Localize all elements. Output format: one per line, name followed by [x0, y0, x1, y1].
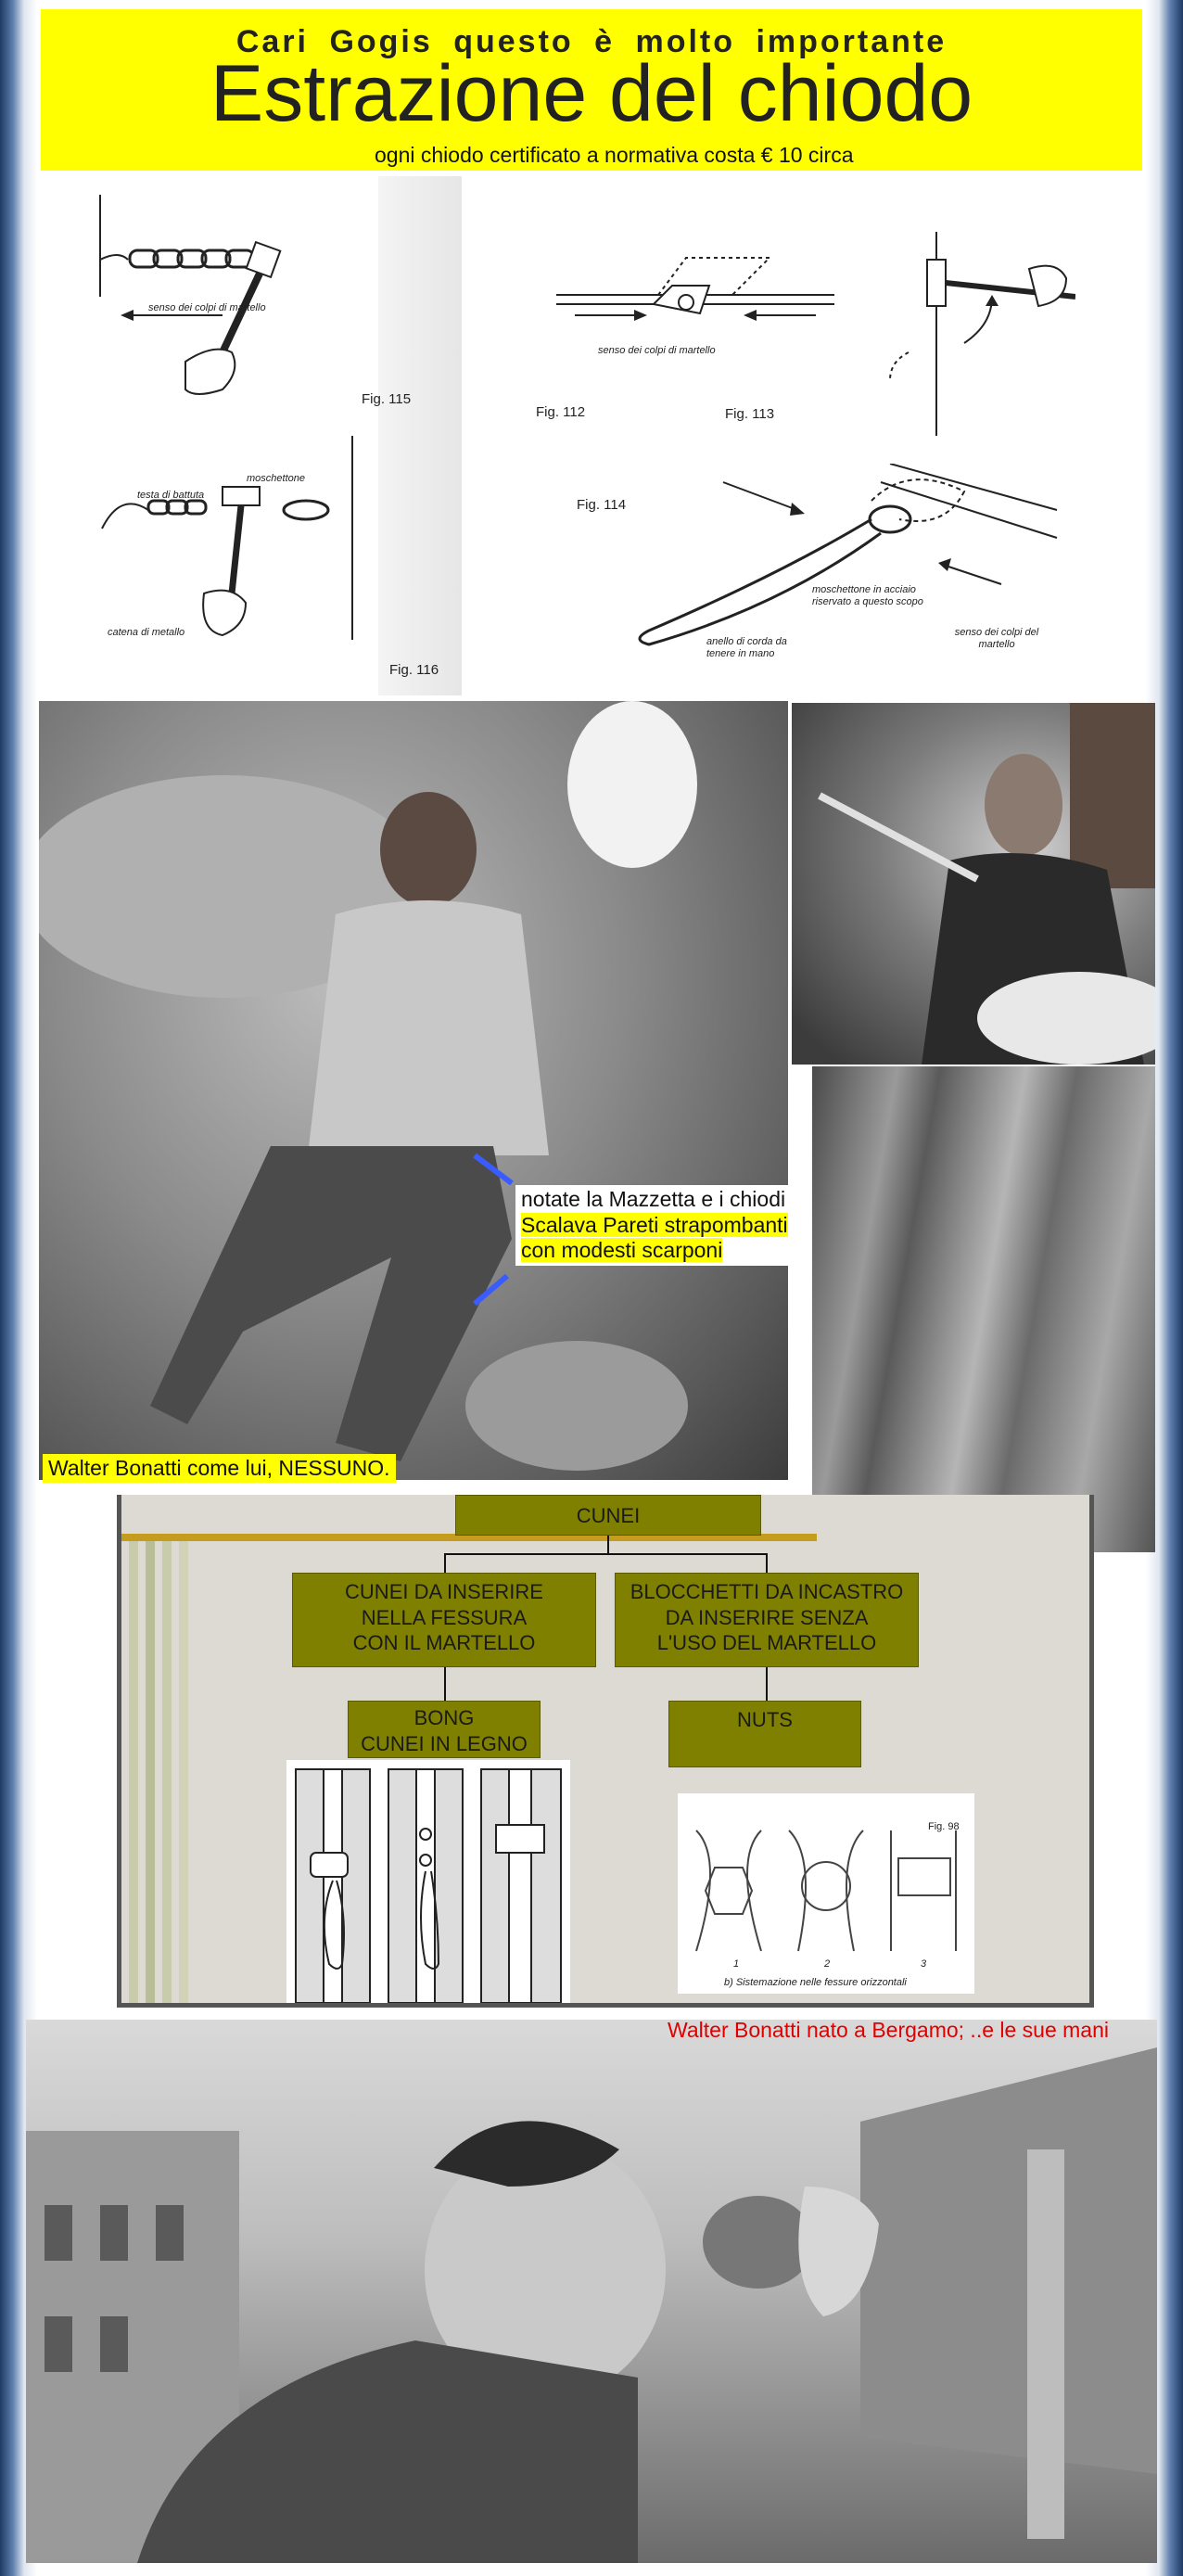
- stripe: [129, 1541, 138, 2003]
- fig-112-label: Fig. 112: [536, 404, 586, 420]
- stripe: [179, 1541, 188, 2003]
- cunei-right-node: [615, 1573, 919, 1667]
- photo-note-line1: notate la Mazzetta e i chiodi: [521, 1187, 786, 1211]
- photo-note-line2: Scalava Pareti strapombanti: [521, 1212, 788, 1237]
- cunei-left-line2: NELLA FESSURA: [361, 1605, 528, 1629]
- rock-wall-photo: [812, 1066, 1155, 1552]
- stripe: [162, 1541, 172, 2003]
- nuts-drawing: [678, 1793, 974, 1994]
- connector-line: [444, 1667, 446, 1701]
- bonatti-camera-photo: [26, 2020, 1157, 2563]
- cunei-diagram: [117, 1495, 1094, 2008]
- photo-note: [515, 1185, 794, 1266]
- bonatti-camera-silhouette: [26, 2020, 1157, 2563]
- cunei-root-node: CUNEI: [455, 1495, 761, 1536]
- cunei-right-line3: L'USO DEL MARTELLO: [656, 1631, 877, 1654]
- walter-caption: Walter Bonatti come lui, NESSUNO.: [43, 1454, 396, 1483]
- page-title: Estrazione del chiodo: [210, 49, 973, 138]
- fig-115-caption: senso dei colpi di martello: [148, 302, 266, 313]
- fig-98-label: Fig. 98: [928, 1821, 960, 1832]
- price-note: ogni chiodo certificato a normativa costa € 10 circa: [375, 143, 854, 167]
- fig-112-caption: senso dei colpi di martello: [598, 345, 716, 356]
- fig-113-drawing: [797, 232, 1075, 436]
- stripe: [146, 1541, 155, 2003]
- photo-note-line3: con modesti scarponi: [521, 1238, 723, 1263]
- bonatti-hammer-silhouette: [792, 703, 1155, 1065]
- fig-114-senso: senso dei colpi del martello: [954, 627, 1039, 651]
- fig-114-moschettone: moschettone in acciaio riservato a questo scopo: [812, 584, 923, 608]
- connector-line: [607, 1536, 609, 1554]
- cunei-right-line1: BLOCCHETTI DA INCASTRO: [630, 1580, 904, 1603]
- cunei-bong-line2: CUNEI IN LEGNO: [361, 1731, 528, 1755]
- book-page-strip: [378, 176, 462, 695]
- technical-diagrams: [74, 176, 1075, 695]
- fig-116-catena: catena di metallo: [108, 627, 185, 638]
- bonatti-hammer-photo: [792, 703, 1155, 1065]
- greeting-text: Cari Gogis questo è molto importante: [235, 24, 948, 59]
- fig-114-drawing: [612, 464, 1075, 686]
- nuts-number-3: 3: [921, 1958, 927, 1970]
- connector-line: [766, 1553, 768, 1574]
- cunei-bong-node: [348, 1701, 541, 1758]
- fig-113-label: Fig. 113: [725, 406, 775, 422]
- bonatti-sitting-photo: [39, 701, 788, 1480]
- cunei-nuts-node: NUTS: [668, 1701, 861, 1767]
- fig-114-anello: anello di corda da tenere in mano: [706, 636, 787, 660]
- fig-116-testa: testa di battuta: [137, 490, 205, 501]
- cunei-left-node: [292, 1573, 596, 1667]
- camera-caption: Walter Bonatti nato a Bergamo; ..e le sue mani: [668, 2018, 1110, 2042]
- bonatti-sitting-silhouette: [39, 701, 788, 1480]
- fig-116-label: Fig. 116: [389, 662, 439, 678]
- fig-116-drawing: [93, 436, 380, 658]
- connector-line: [444, 1553, 446, 1574]
- fig-115-label: Fig. 115: [362, 391, 412, 407]
- connector-line: [766, 1667, 768, 1701]
- connector-line: [444, 1553, 767, 1555]
- bong-illustration: [286, 1760, 570, 2003]
- fig-116-moschettone: moschettone: [247, 473, 305, 484]
- title-banner: [41, 9, 1142, 171]
- nuts-number-1: 1: [733, 1958, 740, 1970]
- cunei-right-line2: DA INSERIRE SENZA: [665, 1605, 869, 1629]
- fig-114-label: Fig. 114: [577, 497, 627, 513]
- cunei-left-line1: CUNEI DA INSERIRE: [345, 1580, 543, 1603]
- bong-drawing: [286, 1760, 570, 2003]
- cunei-bong-line1: BONG: [413, 1706, 475, 1729]
- nuts-number-2: 2: [824, 1958, 831, 1970]
- cunei-left-line3: CON IL MARTELLO: [352, 1631, 536, 1654]
- nuts-caption: b) Sistemazione nelle fessure orizzontali: [724, 1977, 907, 1988]
